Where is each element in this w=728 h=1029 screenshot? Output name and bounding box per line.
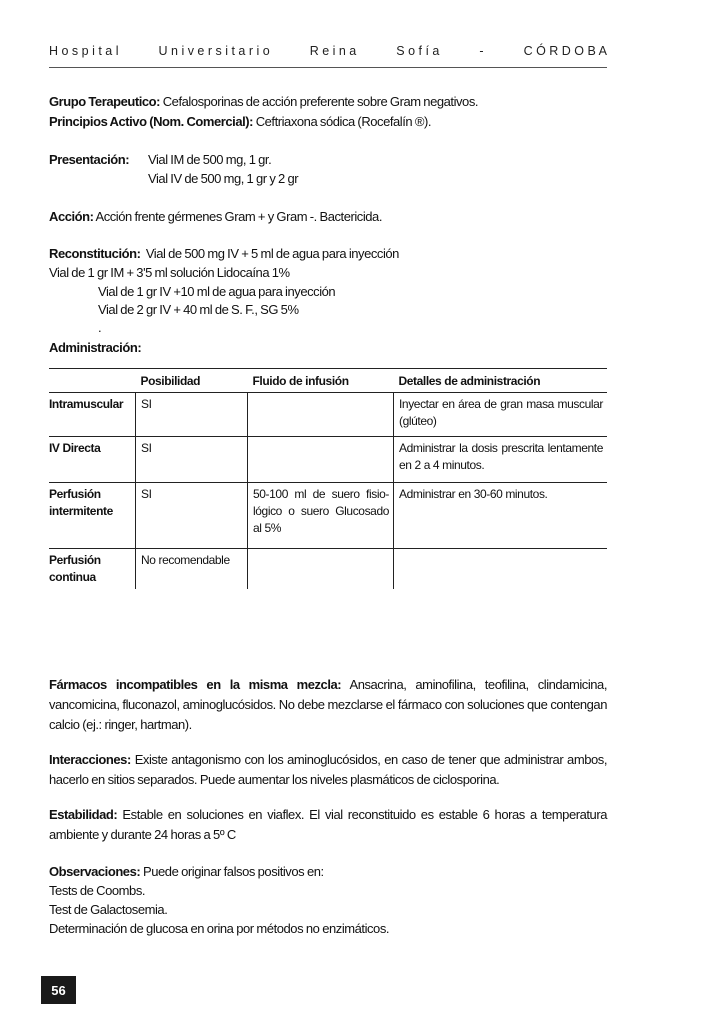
observaciones: Observaciones: Puede originar falsos positivos en: Tests de Coombs. Test de Galactosemia. Determinación de glucosa en orina por métodos no enzimáticos.: [49, 862, 607, 938]
header-word: U n i v e r s i t a r i o: [158, 44, 270, 58]
table-row: [49, 549, 607, 590]
page-number: 56: [41, 976, 76, 1004]
posibilidad-cell: No recomendable: [136, 549, 248, 590]
interacciones: Interacciones: Existe antagonismo con los aminoglucósidos, en caso de tener que administrar ambos, hacerlo en sitios separados. Puede aumentar los niveles plasmáticos de ciclosporina.: [49, 752, 607, 787]
posibilidad-cell: SI: [136, 393, 248, 437]
table-header-cell: Fluido de infusión: [248, 369, 394, 393]
list-item: Determinación de glucosa en orina por métodos no enzimáticos.: [49, 921, 390, 936]
table-header-cell: Detalles de administración: [394, 369, 608, 393]
table-header-row: [49, 369, 607, 393]
administration-table: [49, 368, 607, 589]
reconstitucion-line: Vial de 2 gr IV + 40 ml de S. F., SG 5%: [98, 302, 299, 317]
fluido-cell: 50-100 ml de suero fisio-lógico o suero Glucosado al 5%: [248, 483, 394, 549]
detalles-cell: [394, 549, 608, 590]
fluido-cell: [248, 549, 394, 590]
presentacion-line: Vial IM de 500 mg, 1 gr.: [148, 152, 272, 167]
reconstitucion-line: .: [98, 320, 102, 335]
via-cell: Perfusión intermitente: [49, 483, 136, 549]
grupo-terapeutico: Grupo Terapeutico: Cefalosporinas de acción preferente sobre Gram negativos.: [49, 94, 479, 109]
header-word: R e i n a: [309, 44, 357, 58]
list-item: Test de Galactosemia.: [49, 902, 168, 917]
via-cell: IV Directa: [49, 437, 136, 483]
administracion-label: Administración:: [49, 340, 142, 355]
page-header: [49, 44, 607, 58]
posibilidad-cell: SI: [136, 483, 248, 549]
reconstitucion-line: Vial de 1 gr IM + 3'5 ml solución Lidocaína 1%: [49, 265, 290, 280]
table-row: [49, 437, 607, 483]
detalles-cell: Administrar en 30-60 minutos.: [394, 483, 608, 549]
header-word: S o f í a: [396, 44, 440, 58]
table-header-cell: [49, 369, 136, 393]
header-word: -: [479, 44, 484, 58]
table-header-cell: Posibilidad: [136, 369, 248, 393]
table-row: [49, 393, 607, 437]
reconstitucion: Reconstitución: Vial de 500 mg IV + 5 ml de agua para inyección: [49, 246, 399, 261]
via-cell: Perfusión continua: [49, 553, 101, 584]
detalles-cell: Administrar la dosis prescrita lentamente en 2 a 4 minutos.: [394, 437, 608, 483]
via-cell: Intramuscular: [49, 393, 136, 437]
estabilidad: Estabilidad: Estable en soluciones en viaflex. El vial reconstituido es estable 6 horas a temperatura ambiente y durante 24 horas a 5º C: [49, 807, 607, 842]
presentacion: Presentación:: [49, 152, 130, 167]
principios-activo: Principios Activo (Nom. Comercial): Ceftriaxona sódica (Rocefalín ®).: [49, 114, 432, 129]
header-divider: [49, 67, 607, 68]
fluido-cell: [248, 437, 394, 483]
posibilidad-cell: SI: [136, 437, 248, 483]
presentacion-line: Vial IV de 500 mg, 1 gr y 2 gr: [148, 171, 299, 186]
table-row: [49, 483, 607, 549]
accion: Acción: Acción frente gérmenes Gram + y Gram -. Bactericida.: [49, 209, 383, 224]
incompatibles: Fármacos incompatibles en la misma mezcla: Ansacrina, aminofilina, teofilina, clindamicina, vancomicina, fluconazol, aminoglucósidos. No debe mezclarse el fármaco con soluciones que contengan calcio (ej.: ringer, hartman).: [49, 677, 608, 732]
header-word: H o s p i t a l: [49, 44, 119, 58]
header-word: C Ó R D O B A: [523, 44, 607, 58]
fluido-cell: [248, 393, 394, 437]
detalles-cell: Inyectar en área de gran masa muscular (glúteo): [394, 393, 608, 437]
list-item: Tests de Coombs.: [49, 883, 146, 898]
reconstitucion-line: Vial de 1 gr IV +10 ml de agua para inyección: [98, 284, 336, 299]
